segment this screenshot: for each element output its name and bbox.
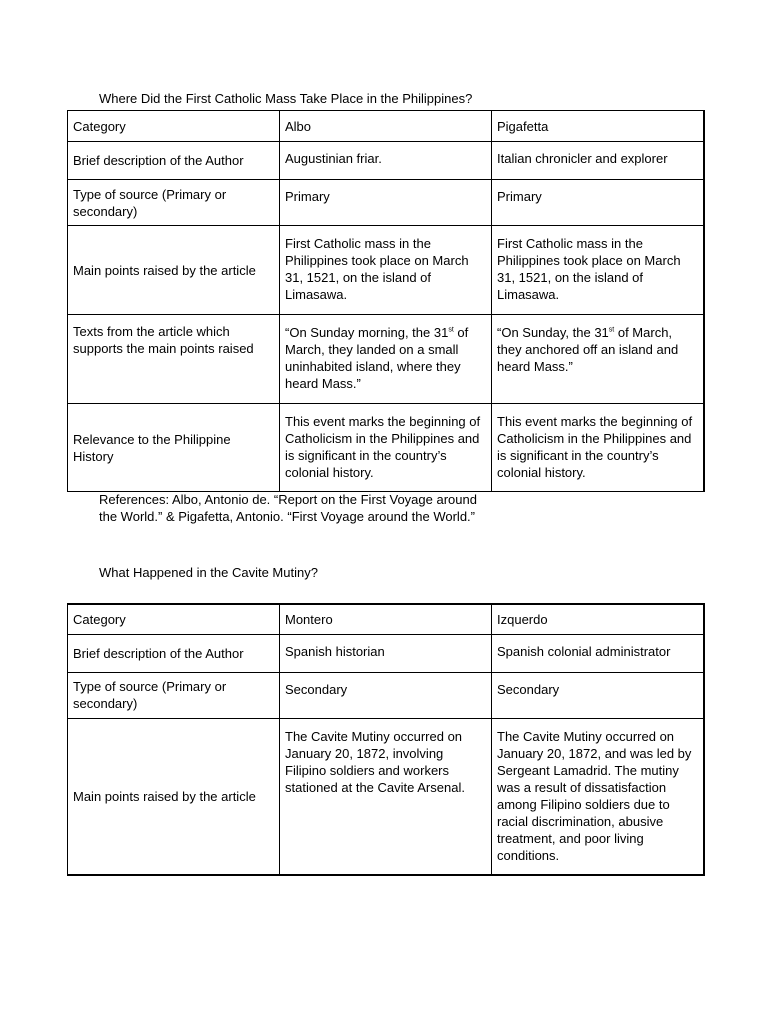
albo-cell [280, 315, 492, 404]
montero-cell: Secondary [280, 672, 492, 718]
section-title-cavite-mutiny: What Happened in the Cavite Mutiny? [99, 565, 318, 580]
row-category: Relevance to the Philippine History [68, 404, 280, 492]
row-category: Texts from the article which supports the main points raised [68, 315, 280, 404]
row-category: Type of source (Primary or secondary) [68, 672, 280, 718]
table-row [68, 404, 704, 492]
cavite-mutiny-table [67, 603, 705, 876]
quote-text: “On Sunday, the 31 [497, 325, 609, 340]
izquerdo-cell: The Cavite Mutiny occurred on January 20, 1872, and was led by Sergeant Lamadrid. The mutiny was a result of dissatisfaction among Filipino soldiers due to racial discrimination, abusive treatment, and poor living conditions. [492, 718, 704, 875]
quote-text: of March, they landed on a small uninhabited island, where they heard Mass.” [285, 325, 469, 391]
table-header-row [68, 604, 704, 634]
row-category: Brief description of the Author [68, 142, 280, 180]
table-row [68, 315, 704, 404]
references-line: the World.” & Pigafetta, Antonio. “First Voyage around the World.” [99, 509, 475, 524]
table-row [68, 634, 704, 672]
pigafetta-cell: First Catholic mass in the Philippines took place on March 31, 1521, on the island of Limasawa. [492, 226, 704, 315]
row-category: Main points raised by the article [68, 226, 280, 315]
montero-cell: Spanish historian [280, 634, 492, 672]
albo-cell: First Catholic mass in the Philippines took place on March 31, 1521, on the island of Limasawa. [280, 226, 492, 315]
table-row [68, 180, 704, 226]
table-row [68, 718, 704, 875]
izquerdo-cell: Secondary [492, 672, 704, 718]
section-title-first-mass: Where Did the First Catholic Mass Take Place in the Philippines? [99, 91, 473, 106]
table-row [68, 142, 704, 180]
row-category: Brief description of the Author [68, 634, 280, 672]
references-line: References: Albo, Antonio de. “Report on the First Voyage around [99, 492, 477, 507]
izquerdo-cell: Spanish colonial administrator [492, 634, 704, 672]
header-category: Category [68, 111, 280, 142]
albo-cell: Primary [280, 180, 492, 226]
quote-text: “On Sunday morning, the 31 [285, 325, 449, 340]
header-category: Category [68, 604, 280, 634]
table-row [68, 672, 704, 718]
references [99, 491, 499, 525]
header-izquerdo: Izquerdo [492, 604, 704, 634]
pigafetta-cell: This event marks the beginning of Catholicism in the Philippines and is significant in the country’s colonial history. [492, 404, 704, 492]
ordinal-suffix: st [608, 326, 615, 334]
header-albo: Albo [280, 111, 492, 142]
pigafetta-cell: Primary [492, 180, 704, 226]
quote-text: of March, they anchored off an island and heard Mass.” [497, 325, 679, 374]
row-category: Main points raised by the article [68, 718, 280, 875]
ordinal-suffix: st [448, 326, 454, 334]
pigafetta-cell [492, 315, 704, 404]
header-pigafetta: Pigafetta [492, 111, 704, 142]
albo-cell: Augustinian friar. [280, 142, 492, 180]
pigafetta-cell: Italian chronicler and explorer [492, 142, 704, 180]
row-category: Type of source (Primary or secondary) [68, 180, 280, 226]
header-montero: Montero [280, 604, 492, 634]
albo-cell: This event marks the beginning of Catholicism in the Philippines and is significant in the country’s colonial history. [280, 404, 492, 492]
table-header-row [68, 111, 704, 142]
montero-cell: The Cavite Mutiny occurred on January 20, 1872, involving Filipino soldiers and workers stationed at the Cavite Arsenal. [280, 718, 492, 875]
table-row [68, 226, 704, 315]
first-mass-table [67, 110, 705, 492]
